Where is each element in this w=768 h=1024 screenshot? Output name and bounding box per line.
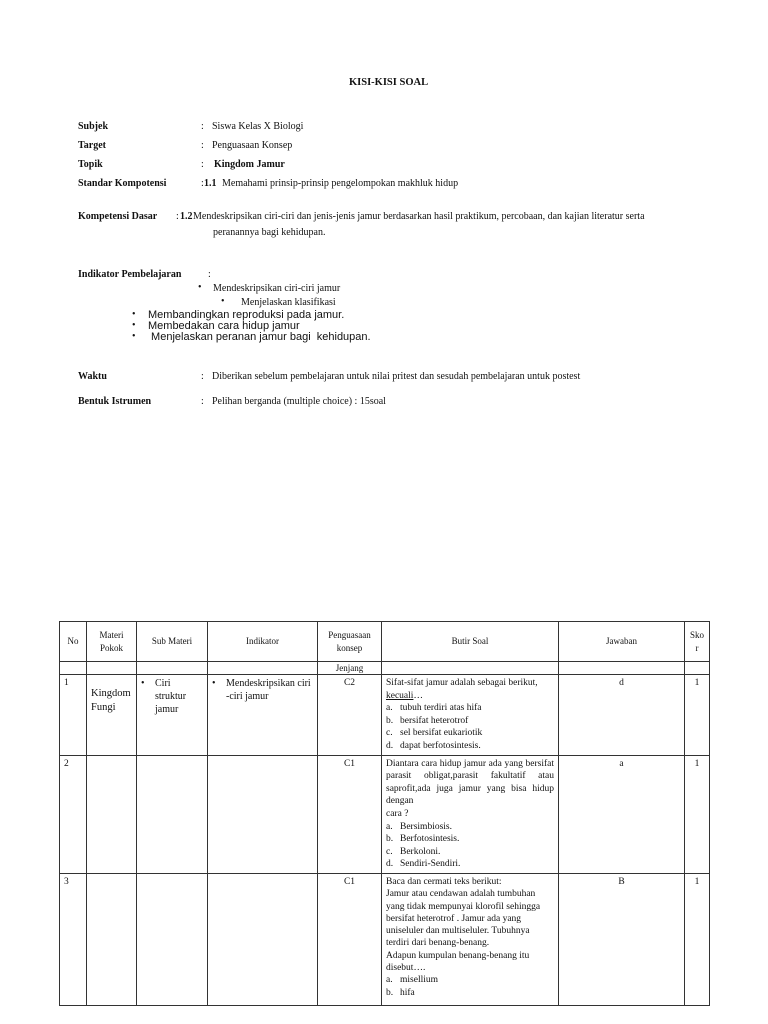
row-jenjang: C2 xyxy=(318,675,382,756)
indikator-sep: : xyxy=(208,269,211,280)
row-butir-soal: Sifat-sifat jamur adalah sebagai berikut, kecuali… a. tubuh terdiri atas hifa b. bersifat heterotrof c. sel bersifat eukariotik d. dapat berfotosintesis. xyxy=(382,675,559,756)
bullet-dot: • xyxy=(132,331,136,342)
target-label: Target xyxy=(78,140,106,151)
header-butir: Butir Soal xyxy=(382,622,559,662)
header-sub: Sub Materi xyxy=(137,622,208,662)
row-butir-soal: Diantara cara hidup jamur ada yang bersifat parasit obligat,parasit fakultatif atau saprofit,ada juga jamur yang bisa hidup dengan cara ? a. Bersimbiosis. b. Berfotosintesis. c. Berkoloni. d. Sendiri-Sendiri. xyxy=(382,755,559,873)
waktu-sep: : xyxy=(201,371,204,382)
kompetensi-line1: Mendeskripsikan ciri-ciri dan jenis-jenis jamur berdasarkan hasil praktikum, percobaan, dan kajian literatur serta xyxy=(193,211,645,222)
row-materi: Kingdom Fungi xyxy=(87,675,137,756)
bullet-dot: • xyxy=(132,309,136,320)
table-row xyxy=(60,755,710,873)
bentuk-sep: : xyxy=(201,396,204,407)
table-row xyxy=(60,675,710,756)
row-jawaban: d xyxy=(559,675,685,756)
indikator-item-5: Menjelaskan peranan jamur bagi kehidupan. xyxy=(148,331,371,343)
bentuk-label: Bentuk Istrumen xyxy=(78,396,152,407)
row-no: 3 xyxy=(60,873,87,1005)
kompetensi-sep: : xyxy=(176,211,179,222)
table-header-row xyxy=(60,622,710,662)
row-butir-soal: Baca dan cermati teks berikut: Jamur atau cendawan adalah tumbuhan yang tidak mempunyai klorofil sehingga bersifat heterotrof . Jamur ada yang uniseluler dan multiseluler. Tubuhnya terdiri dari benang-benang. Adapun kumpulan benang-benang itu disebut…. a. misellium b. hifa xyxy=(382,873,559,1005)
row-indikator: • Mendeskripsikan ciri-ciri jamur xyxy=(208,675,318,756)
kompetensi-line2: peranannya bagi kehidupan. xyxy=(213,227,326,238)
waktu-value: Diberikan sebelum pembelajaran untuk nilai pritest dan sesudah pembelajaran untuk postest xyxy=(212,371,581,382)
row-jawaban: a xyxy=(559,755,685,873)
standar-num: 1.1 xyxy=(204,178,217,189)
topik-label: Topik xyxy=(78,159,103,170)
header-skor: Sko r xyxy=(685,622,710,662)
subjek-value: Siswa Kelas X Biologi xyxy=(212,121,304,132)
standar-label: Standar Kompotensi xyxy=(78,178,167,189)
bentuk-value: Pelihan berganda (multiple choice) : 15soal xyxy=(212,396,386,407)
document-title: KISI-KISI SOAL xyxy=(349,77,429,88)
indikator-item-4: Membedakan cara hidup jamur xyxy=(148,320,300,332)
waktu-label: Waktu xyxy=(78,371,107,382)
indikator-item-3: Membandingkan reproduksi pada jamur. xyxy=(148,309,345,321)
bullet-dot: • xyxy=(141,678,145,689)
standar-sep: : xyxy=(201,178,204,189)
kisi-kisi-table xyxy=(59,621,710,1006)
bullet-dot: • xyxy=(221,296,225,307)
row-no: 2 xyxy=(60,755,87,873)
row-no: 1 xyxy=(60,675,87,756)
row-skor: 1 xyxy=(685,873,710,1005)
row-jenjang: C1 xyxy=(318,873,382,1005)
topik-sep: : xyxy=(201,159,204,170)
table-row xyxy=(60,873,710,1005)
row-sub: • Ciri struktur jamur xyxy=(137,675,208,756)
header-jawaban: Jawaban xyxy=(559,622,685,662)
header-no: No xyxy=(60,622,87,662)
header-materi: Materi Pokok xyxy=(87,622,137,662)
kompetensi-num: 1.2 xyxy=(180,211,193,222)
indikator-item-2: Menjelaskan klasifikasi xyxy=(241,297,336,308)
indikator-item-1: Mendeskripsikan ciri-ciri jamur xyxy=(213,283,341,294)
row-jenjang: C1 xyxy=(318,755,382,873)
topik-value: Kingdom Jamur xyxy=(214,159,285,170)
kompetensi-label: Kompetensi Dasar xyxy=(78,211,158,222)
standar-value: Memahami prinsip-prinsip pengelompokan makhluk hidup xyxy=(222,178,459,189)
table-subheader-row xyxy=(60,662,710,675)
header-jenjang: Jenjang xyxy=(318,662,382,675)
header-indikator: Indikator xyxy=(208,622,318,662)
header-penguasaan: Penguasaan konsep xyxy=(318,622,382,662)
row-jawaban: B xyxy=(559,873,685,1005)
indikator-label: Indikator Pembelajaran xyxy=(78,269,182,280)
row-skor: 1 xyxy=(685,675,710,756)
bullet-dot: • xyxy=(212,678,216,689)
target-sep: : xyxy=(201,140,204,151)
bullet-dot: • xyxy=(198,282,202,293)
target-value: Penguasaan Konsep xyxy=(212,140,293,151)
bullet-dot: • xyxy=(132,320,136,331)
subjek-label: Subjek xyxy=(78,121,109,132)
subjek-sep: : xyxy=(201,121,204,132)
row-skor: 1 xyxy=(685,755,710,873)
